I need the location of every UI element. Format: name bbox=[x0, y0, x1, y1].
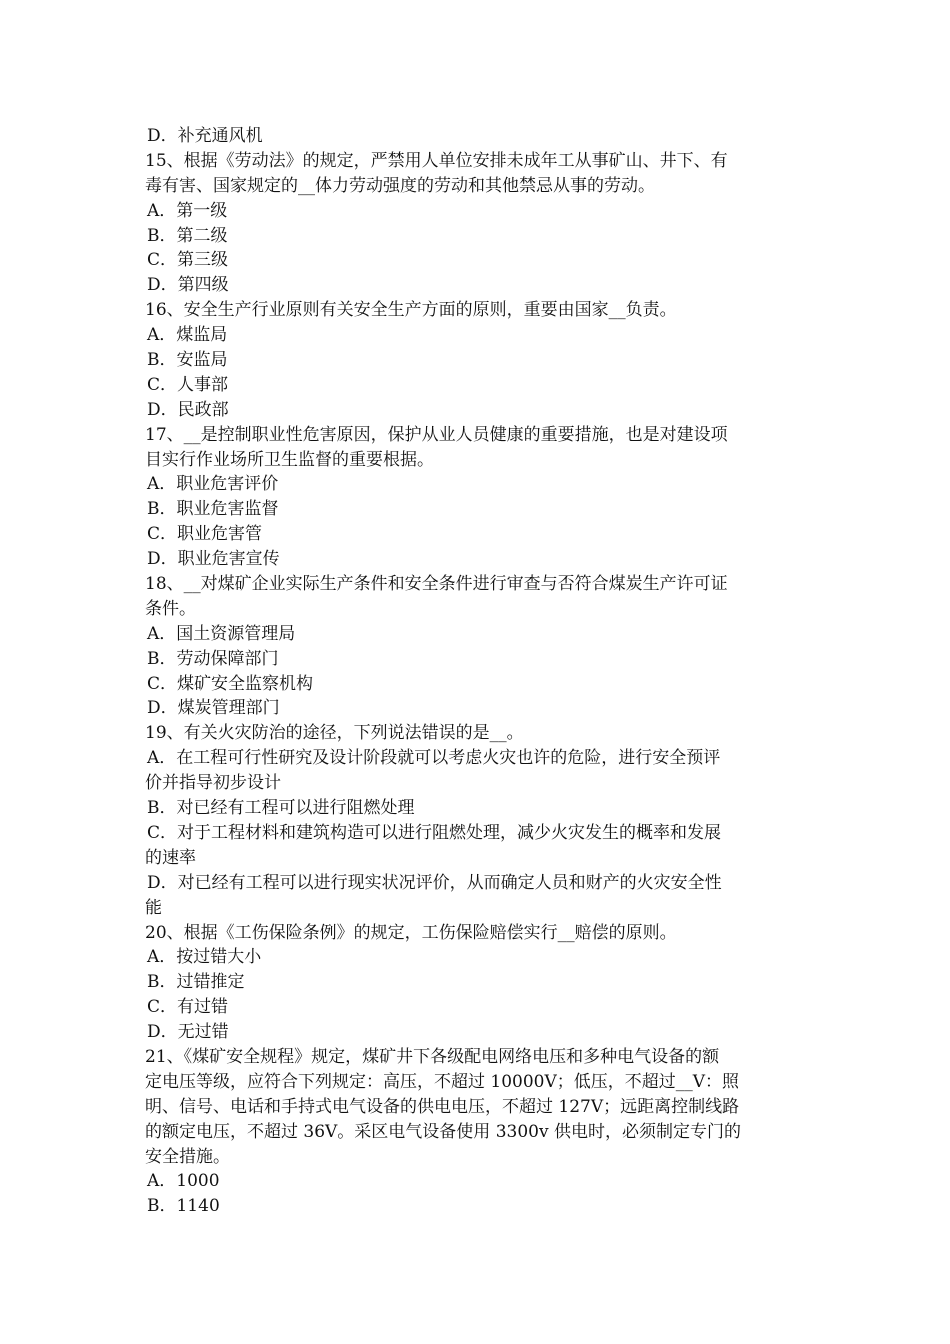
answer-option bbox=[145, 323, 809, 348]
option-line: D．第四级 bbox=[147, 275, 229, 296]
option-line: D．对已经有工程可以进行现实状况评价，从而确定人员和财产的火灾安全性 bbox=[147, 872, 722, 893]
question-line: 的额定电压，不超过 36V。采区电气设备使用 3300v 供电时，必须制定专门的 bbox=[145, 1121, 741, 1142]
answer-option bbox=[145, 622, 809, 647]
answer-option bbox=[145, 871, 809, 921]
option-line: B．安监局 bbox=[147, 350, 228, 371]
answer-option bbox=[145, 796, 809, 821]
question-line: 条件。 bbox=[145, 598, 196, 619]
option-line: A．1000 bbox=[147, 1171, 220, 1192]
answer-option bbox=[145, 522, 809, 547]
question-text bbox=[145, 423, 809, 473]
option-line: A．在工程可行性研究及设计阶段就可以考虑火灾也许的危险，进行安全预评 bbox=[147, 748, 721, 769]
option-line: B．第二级 bbox=[147, 225, 228, 246]
option-line: C．第三级 bbox=[147, 250, 229, 271]
question-text bbox=[145, 721, 809, 746]
option-line: D．职业危害宣传 bbox=[147, 549, 280, 570]
answer-option bbox=[145, 273, 809, 298]
option-line: A．职业危害评价 bbox=[147, 474, 279, 495]
question-line: 19、有关火灾防治的途径，下列说法错误的是__。 bbox=[145, 723, 524, 744]
question-line: 17、__是控制职业性危害原因，保护从业人员健康的重要措施，也是对建设项 bbox=[145, 424, 728, 445]
question-text bbox=[145, 149, 809, 199]
option-line: A．国土资源管理局 bbox=[147, 623, 296, 644]
question-line: 20、根据《工伤保险条例》的规定，工伤保险赔偿实行__赔偿的原则。 bbox=[145, 922, 677, 943]
answer-option bbox=[145, 199, 809, 224]
answer-option bbox=[145, 373, 809, 398]
answer-option bbox=[145, 1169, 809, 1194]
answer-option bbox=[145, 672, 809, 697]
option-line: 能 bbox=[145, 897, 162, 918]
option-line: C．煤矿安全监察机构 bbox=[147, 673, 314, 694]
question-line: 安全措施。 bbox=[145, 1146, 230, 1167]
question-line: 毒有害、国家规定的__体力劳动强度的劳动和其他禁忌从事的劳动。 bbox=[145, 175, 655, 196]
document-page bbox=[145, 124, 809, 1219]
option-line: C．职业危害管 bbox=[147, 524, 263, 545]
answer-option bbox=[145, 497, 809, 522]
answer-option bbox=[145, 995, 809, 1020]
answer-option bbox=[145, 821, 809, 871]
option-line: D．煤炭管理部门 bbox=[147, 698, 280, 719]
answer-option bbox=[145, 945, 809, 970]
answer-option bbox=[145, 124, 809, 149]
option-line: D．补充通风机 bbox=[147, 126, 263, 146]
option-line: D．无过错 bbox=[147, 1022, 229, 1043]
question-line: 15、根据《劳动法》的规定，严禁用人单位安排未成年工从事矿山、井下、有 bbox=[145, 150, 728, 171]
answer-option bbox=[145, 547, 809, 572]
question-text bbox=[145, 572, 809, 622]
question-line: 16、安全生产行业原则有关安全生产方面的原则，重要由国家__负责。 bbox=[145, 300, 677, 321]
option-line: 的速率 bbox=[145, 847, 196, 868]
option-line: B．1140 bbox=[147, 1196, 220, 1217]
answer-option bbox=[145, 224, 809, 249]
answer-option bbox=[145, 398, 809, 423]
question-line: 21、《煤矿安全规程》规定，煤矿井下各级配电网络电压和多种电气设备的额 bbox=[145, 1046, 720, 1067]
option-line: B．劳动保障部门 bbox=[147, 648, 279, 669]
answer-option bbox=[145, 647, 809, 672]
option-line: A．煤监局 bbox=[147, 325, 228, 346]
option-line: C．对于工程材料和建筑构造可以进行阻燃处理，减少火灾发生的概率和发展 bbox=[147, 822, 722, 843]
answer-option bbox=[145, 472, 809, 497]
answer-option bbox=[145, 1194, 809, 1219]
answer-option bbox=[145, 348, 809, 373]
answer-option bbox=[145, 248, 809, 273]
question-line: 18、__对煤矿企业实际生产条件和安全条件进行审查与否符合煤炭生产许可证 bbox=[145, 574, 728, 595]
answer-option bbox=[145, 696, 809, 721]
question-line: 明、信号、电话和手持式电气设备的供电电压，不超过 127V；远距离控制线路 bbox=[145, 1096, 740, 1117]
question-text bbox=[145, 298, 809, 323]
option-line: C．有过错 bbox=[147, 997, 229, 1018]
option-line: B．职业危害监督 bbox=[147, 499, 279, 520]
answer-option bbox=[145, 970, 809, 995]
question-line: 定电压等级，应符合下列规定：高压，不超过 10000V；低压，不超过__V：照 bbox=[145, 1071, 740, 1092]
option-line: A．第一级 bbox=[147, 200, 228, 221]
option-line: B．对已经有工程可以进行阻燃处理 bbox=[147, 798, 415, 819]
answer-option bbox=[145, 1020, 809, 1045]
option-line: A．按过错大小 bbox=[147, 947, 262, 968]
answer-option bbox=[145, 746, 809, 796]
question-text bbox=[145, 1045, 809, 1169]
option-line: B．过错推定 bbox=[147, 972, 245, 993]
option-line: 价并指导初步设计 bbox=[145, 773, 281, 794]
option-line: D．民政部 bbox=[147, 399, 229, 420]
option-line: C．人事部 bbox=[147, 374, 229, 395]
question-text bbox=[145, 921, 809, 946]
question-line: 目实行作业场所卫生监督的重要根据。 bbox=[145, 449, 434, 470]
